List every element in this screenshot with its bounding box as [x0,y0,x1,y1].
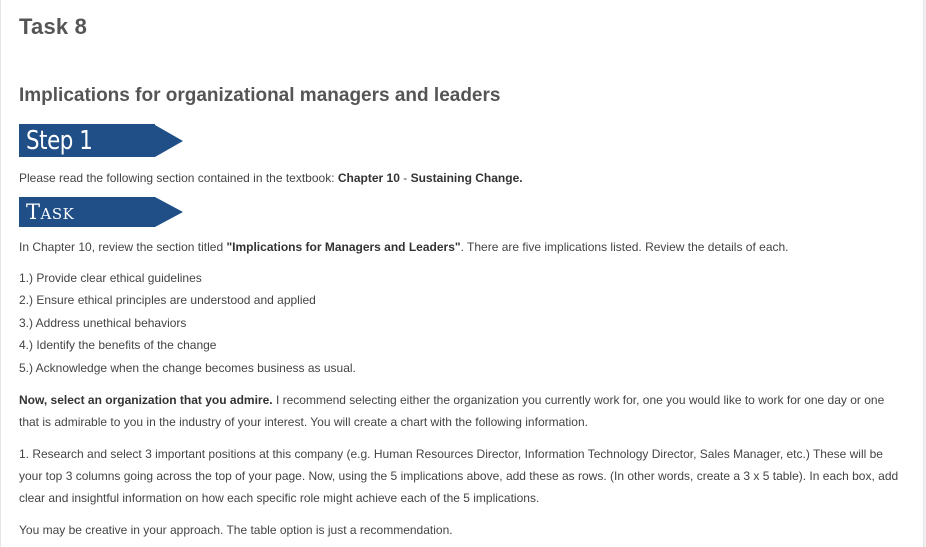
list-item: 2.) Ensure ethical principles are understood and applied [19,293,316,308]
task-intro-section: "Implications for Managers and Leaders" [226,240,461,254]
reading-prefix: Please read the following section contained in the textbook: [19,171,338,185]
list-item: 5.) Acknowledge when the change becomes business as usual. [19,360,356,375]
task-intro-suffix: . There are five implications listed. Review the details of each. [460,240,789,254]
list-item: 4.) Identify the benefits of the change [19,338,217,353]
select-organization-paragraph [19,389,904,433]
reading-sep: - [399,171,411,185]
creative-note: You may be creative in your approach. The table option is just a recommendation. [19,523,453,537]
list-item: 1.) Provide clear ethical guidelines [19,271,202,285]
list-item: 3.) Address unethical behaviors [19,315,187,330]
task-banner [19,197,183,227]
task-title: Task 8 [19,14,88,39]
task-banner-arrow [155,197,183,227]
implications-list [19,267,356,379]
section-heading: Implications for organizational managers and leaders [19,85,501,106]
task-intro-prefix: In Chapter 10, review the section titled [19,240,227,254]
select-organization-rest: I recommend selecting either the organization you currently work for, one you would like to work for one day or one that is admirable to you in the industry of your interest. You will create a chart with the following information. [19,393,885,429]
reading-instruction [19,167,523,189]
reading-chapter-title: Sustaining Change. [410,171,523,185]
task-intro [19,236,789,258]
select-organization-lead: Now, select an organization that you admire. [19,393,273,407]
step-banner-label: Step 1 [26,125,93,156]
step-banner [19,124,183,157]
research-paragraph: 1. Research and select 3 important positions at this company (e.g. Human Resources Director, Information Technology Director, Sales Manager, etc.) These will be your top 3 columns going across the top of your page. Now, using the 5 implications above, add these as rows. (In other words, create a 3 x 5 table). In each box, add clear and insightful information on how each specific role might achieve each of the 5 implications. [19,447,899,505]
step-banner-arrow [155,125,183,157]
task-banner-label: Task [26,200,75,224]
reading-chapter: Chapter 10 [337,171,400,185]
